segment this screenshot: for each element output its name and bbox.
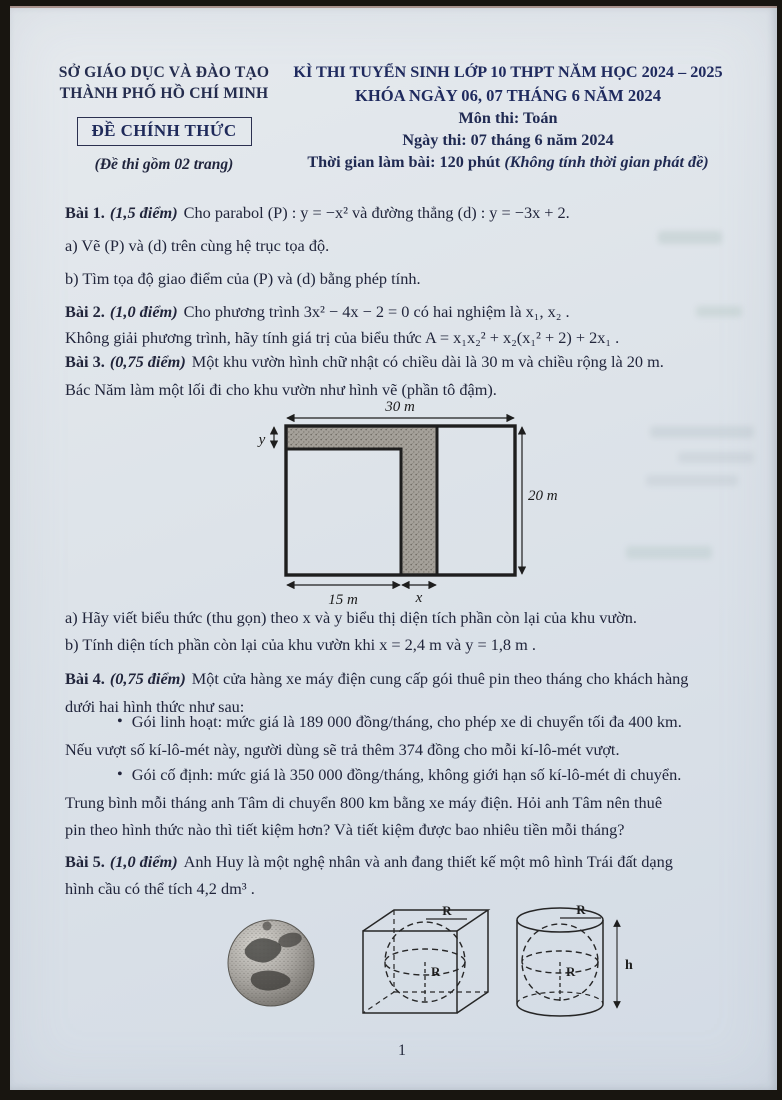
cylinder-height-label: h — [625, 958, 633, 973]
exam-session: KHÓA NGÀY 06, 07 THÁNG 6 NĂM 2024 — [354, 86, 662, 105]
bleed-through-artifact — [650, 426, 754, 438]
exam-paper-page — [10, 6, 777, 1090]
dimension-label-y: y — [258, 432, 266, 448]
problem-4-points — [110, 669, 186, 688]
problem-3-points — [110, 352, 186, 371]
problem-1-points-text: (1,5 điểm) — [109, 203, 178, 222]
header-right-block — [268, 62, 748, 172]
pages-note: (Đề thi gồm 02 trang) — [94, 156, 234, 173]
problem-1-statement — [65, 202, 570, 224]
department-line-2: THÀNH PHỐ HỒ CHÍ MINH — [59, 85, 269, 102]
problem-2-continuation: Không giải phương trình, hãy tính giá trị của biểu thức A = x₁x₂² + x₂(x₁² + 2) + 2x₁ . — [65, 328, 620, 347]
problem-3-number: Bài 3. — [65, 352, 105, 371]
problem-2-points-text: (1,0 điểm) — [109, 302, 178, 321]
bleed-through-artifact — [658, 231, 722, 244]
cube-radius-center-label: R — [431, 964, 441, 979]
problem-1-number: Bài 1. — [65, 203, 105, 222]
bullet-2-text: Gói cố định: mức giá là 350 000 đồng/tháng, không giới hạn số kí-lô-mét di chuyển. — [131, 765, 682, 784]
dimension-label-15m: 15 m — [328, 592, 358, 608]
bullet-icon: • — [117, 711, 123, 730]
problem-2-points — [110, 302, 178, 321]
problem-5-number: Bài 5. — [65, 852, 105, 871]
duration-main: Thời gian làm bài: 120 phút — [307, 153, 505, 171]
problem-4-text: Một cửa hàng xe máy điện cung cấp gói thuê pin theo tháng cho khách hàng — [191, 669, 689, 688]
problem-4-statement — [65, 668, 688, 690]
problem-4-number: Bài 4. — [65, 669, 105, 688]
problem-5-text: Anh Huy là một nghệ nhân và anh đang thiết kế một mô hình Trái đất dạng — [183, 852, 673, 871]
bullet-1-text: Gói linh hoạt: mức giá là 189 000 đồng/tháng, cho phép xe di chuyển tối đa 400 km. — [131, 712, 682, 731]
problem-3a: a) Hãy viết biểu thức (thu gọn) theo x và y biểu thị diện tích phần còn lại của khu vườn. — [65, 608, 637, 627]
problem-3b: b) Tính diện tích phần còn lại của khu vườn khi x = 2,4 m và y = 1,8 m . — [65, 635, 536, 654]
problem-1-text: Cho parabol (P) : y = −x² và đường thẳng (d) : y = −3x + 2. — [183, 203, 570, 222]
bleed-through-artifact — [696, 306, 742, 317]
dimension-label-20m: 20 m — [528, 488, 558, 504]
exam-duration — [268, 152, 748, 172]
problem-2-statement — [65, 301, 570, 323]
problem-4-line4: Trung bình mỗi tháng anh Tâm di chuyển 800 km bằng xe máy điện. Hỏi anh Tâm nên thuê — [65, 793, 663, 812]
bleed-through-artifact — [678, 452, 754, 463]
problem-3-text: Một khu vườn hình chữ nhật có chiều dài là 30 m và chiều rộng là 20 m. — [191, 352, 664, 371]
cube-radius-top-label: R — [442, 904, 452, 918]
problem-5-points-text: (1,0 điểm) — [109, 852, 178, 871]
problem-4-bullet-2 — [117, 764, 681, 786]
problem-2-text: Cho phương trình 3x² − 4x − 2 = 0 có hai nghiệm là x₁, x₂ . — [183, 302, 570, 321]
page-number: 1 — [398, 1042, 406, 1059]
solids-figure — [215, 904, 645, 1024]
bleed-through-artifact — [626, 546, 712, 559]
exam-date: Ngày thi: 07 tháng 6 năm 2024 — [402, 131, 614, 149]
cylinder-radius-top-label: R — [576, 904, 586, 917]
bleed-through-artifact — [646, 475, 738, 486]
problem-3-statement — [65, 351, 664, 373]
problem-4-line2: dưới hai hình thức như sau: — [65, 697, 245, 716]
garden-figure — [250, 398, 580, 610]
duration-note: (Không tính thời gian phát đề) — [504, 153, 709, 171]
dimension-label-x: x — [415, 590, 423, 606]
exam-title: KÌ THI TUYỂN SINH LỚP 10 THPT NĂM HỌC 2024 – 2025 — [293, 63, 723, 81]
cylinder-with-inscribed-sphere — [517, 908, 617, 1016]
problem-5-line2: hình cầu có thể tích 4,2 dm³ . — [65, 879, 255, 898]
problem-4-points-text: (0,75 điểm) — [109, 669, 186, 688]
department-line-1: SỞ GIÁO DỤC VÀ ĐÀO TẠO — [58, 64, 270, 81]
problem-2-number: Bài 2. — [65, 302, 105, 321]
bullet-icon: • — [117, 764, 123, 783]
header-left-block — [50, 62, 278, 174]
problem-3-points-text: (0,75 điểm) — [109, 352, 186, 371]
exam-subject: Môn thi: Toán — [458, 109, 558, 127]
cylinder-radius-center-label: R — [566, 964, 576, 979]
problem-3-continuation: Bác Năm làm một lối đi cho khu vườn như hình vẽ (phần tô đậm). — [65, 380, 497, 399]
problem-5-points — [110, 852, 178, 871]
earth-globe-illustration — [228, 920, 314, 1006]
official-exam-stamp: ĐỀ CHÍNH THỨC — [77, 117, 252, 146]
problem-1b: b) Tìm tọa độ giao điểm của (P) và (d) bằng phép tính. — [65, 269, 421, 288]
problem-5-statement — [65, 851, 673, 873]
garden-inner-corner-line — [286, 449, 401, 575]
problem-1a: a) Vẽ (P) và (d) trên cùng hệ trục tọa độ. — [65, 236, 330, 255]
problem-4-line5: pin theo hình thức nào thì tiết kiệm hơn? Và tiết kiệm được bao nhiêu tiền mỗi tháng? — [65, 820, 625, 839]
cube-with-inscribed-sphere — [363, 910, 488, 1013]
problem-1-points — [110, 203, 178, 222]
problem-4-bullet-1 — [117, 711, 682, 733]
dimension-label-30m: 30 m — [385, 399, 415, 415]
problem-4-line3: Nếu vượt số kí-lô-mét này, người dùng sẽ trả thêm 374 đồng cho mỗi kí-lô-mét vượt. — [65, 740, 620, 759]
